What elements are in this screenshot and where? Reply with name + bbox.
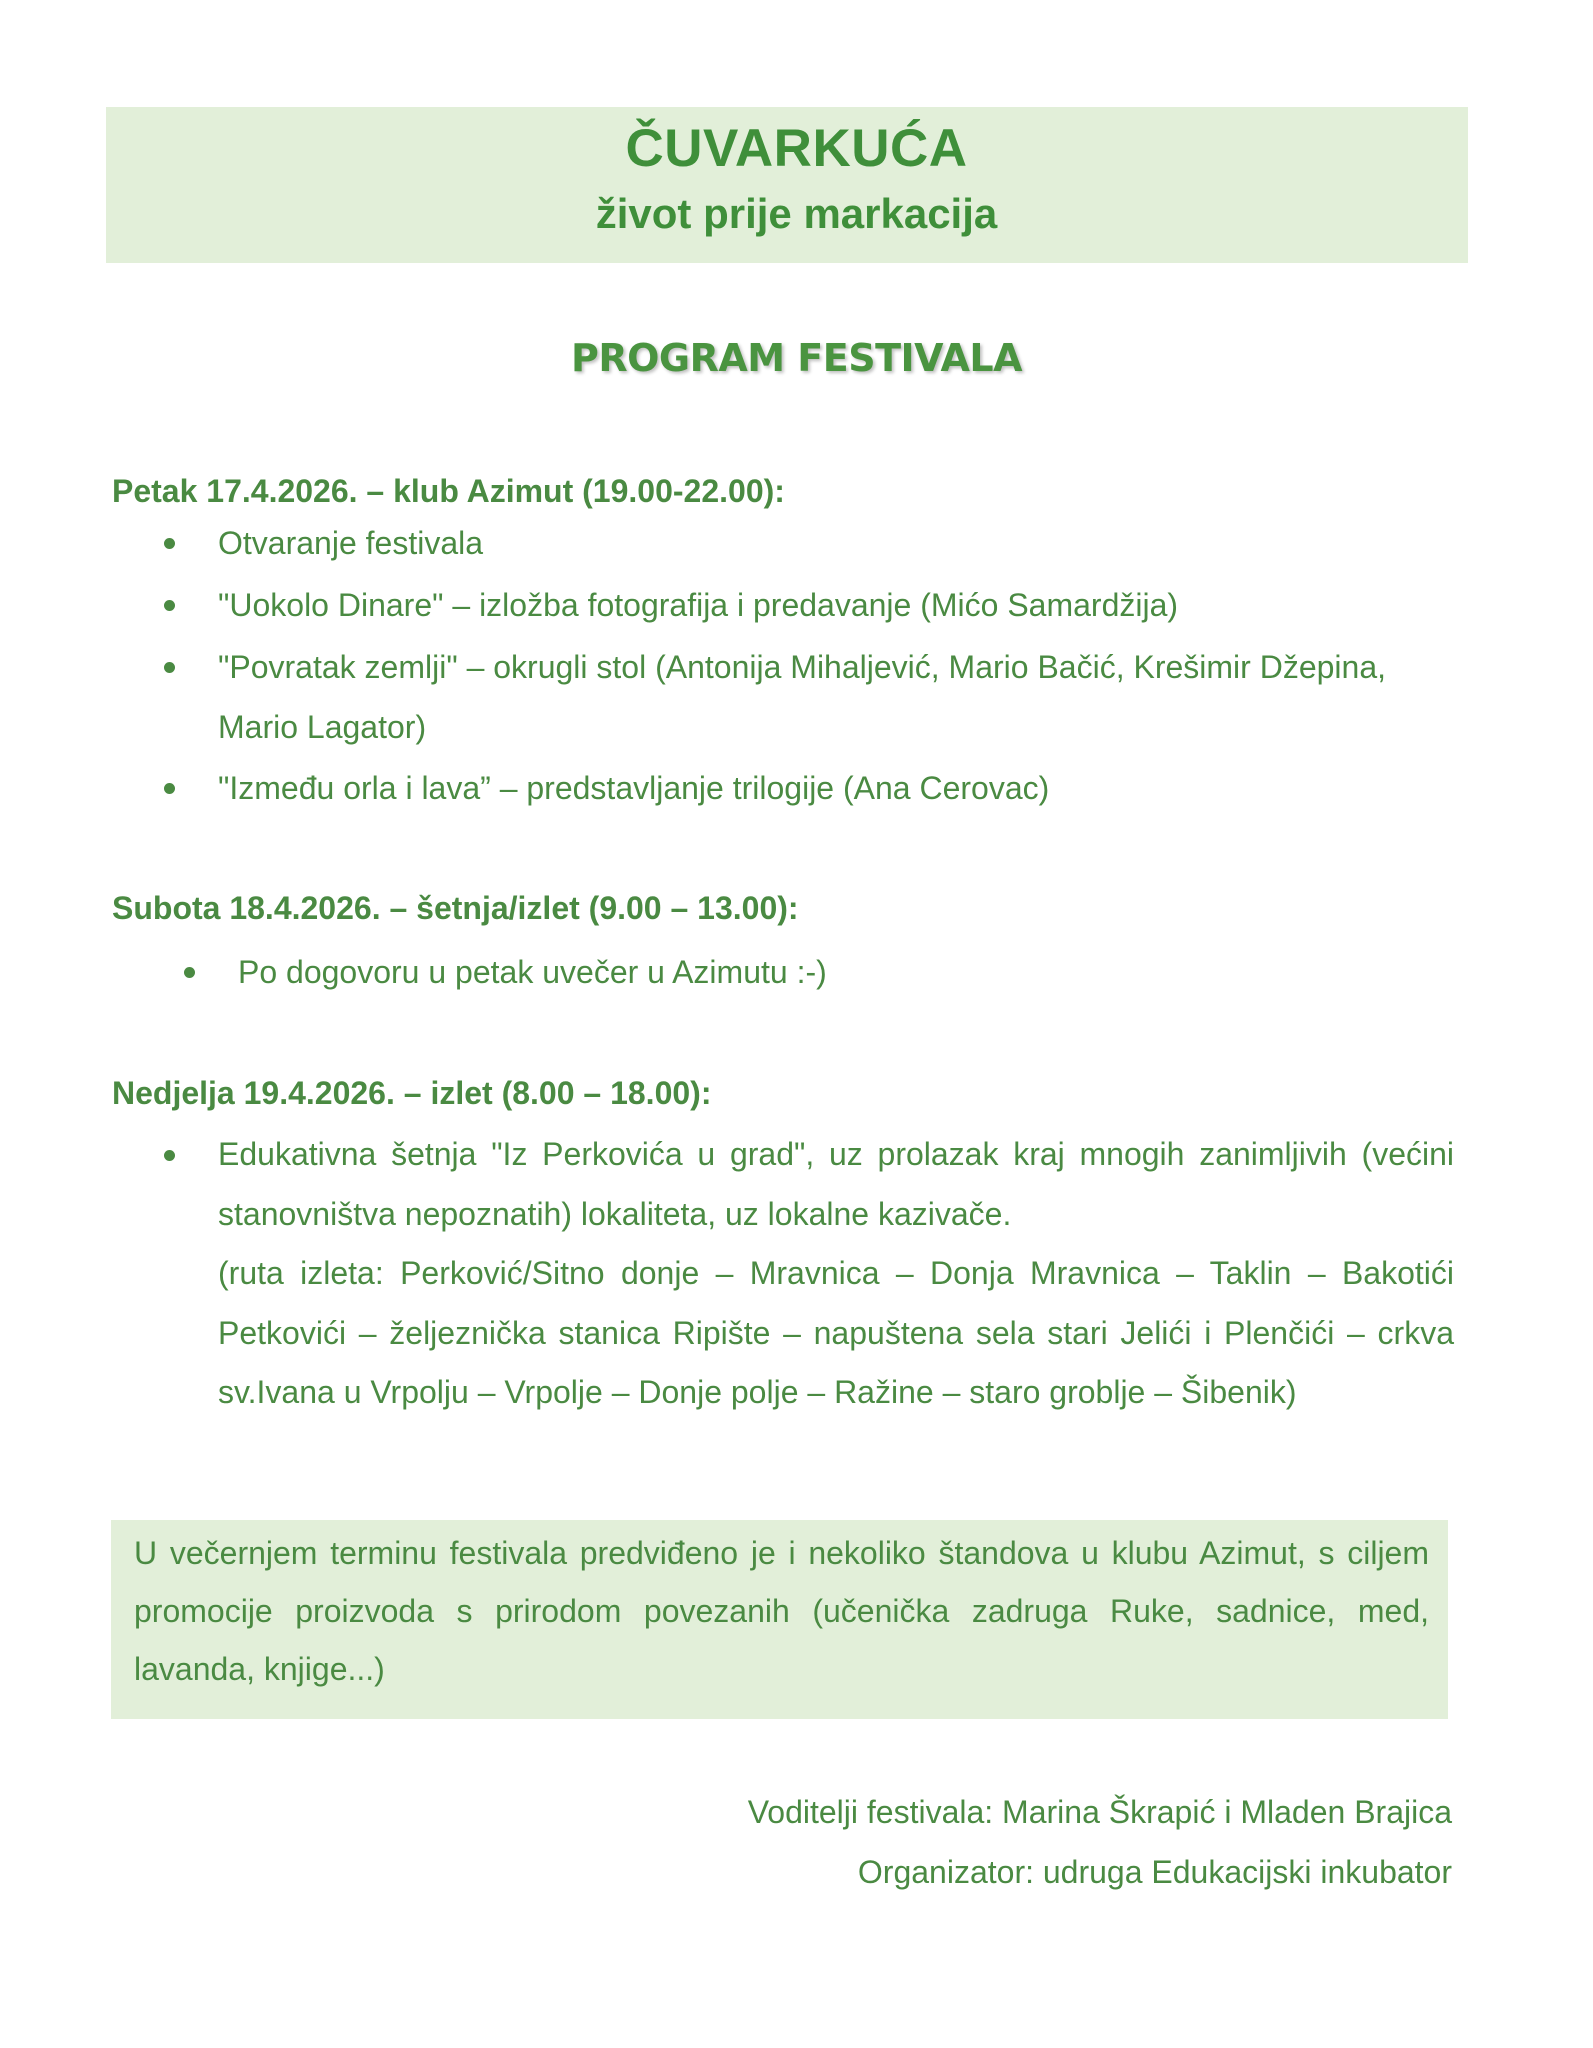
festival-organizer: Organizator: udruga Edukacijski inkubator	[857, 1854, 1452, 1890]
list-item	[164, 637, 1454, 757]
list-item-text: Edukativna šetnja "Iz Perkovića u grad", uz prolazak kraj mnogih zanimljivih (većini stanovništva nepoznatih) lokaliteta, uz lokalne kazivače.	[218, 1136, 1454, 1232]
day-heading-friday: Petak 17.4.2026. – klub Azimut (19.00-22.00):	[112, 473, 785, 509]
program-heading: PROGRAM FESTIVALA	[570, 336, 1023, 380]
list-item	[184, 942, 1454, 1002]
list-item	[164, 513, 1454, 573]
info-box	[111, 1520, 1448, 1719]
festival-subtitle: život prije markacija	[595, 190, 998, 237]
route-description: (ruta izleta: Perković/Sitno donje – Mravnica – Donja Mravnica – Taklin – Bakotići Petkovići – željeznička stanica Ripište – napuštena sela stari Jelići i Plenčići – crkva sv.Ivana u Vrpolju – Vrpolje – Donje polje – Ražine – staro groblje – Šibenik)	[218, 1255, 1454, 1410]
bullet-icon	[164, 600, 175, 611]
bullet-icon	[164, 783, 175, 794]
bullet-icon	[164, 538, 175, 549]
list-item	[164, 575, 1454, 635]
list-item-text: Otvaranje festivala	[218, 525, 484, 561]
list-item-text: "Između orla i lava” – predstavljanje trilogije (Ana Cerovac)	[218, 770, 1050, 806]
list-item	[164, 758, 1454, 818]
info-text: U večernjem terminu festivala predviđeno je i nekoliko štandova u klubu Azimut, s ciljem promocije proizvoda s prirodom povezanih (učenička zadruga Ruke, sadnice, med, lavanda, knjige...)	[134, 1535, 1429, 1687]
festival-title: ČUVARKUĆA	[625, 119, 968, 178]
festival-leaders: Voditelji festivala: Marina Škrapić i Mladen Brajica	[747, 1794, 1452, 1830]
list-item-text: Po dogovoru u petak uvečer u Azimutu :-)	[238, 954, 827, 990]
bullet-icon	[184, 967, 195, 978]
list-item-text: "Uokolo Dinare" – izložba fotografija i predavanje (Mićo Samardžija)	[218, 587, 1179, 623]
day-heading-saturday: Subota 18.4.2026. – šetnja/izlet (9.00 – 13.00):	[112, 890, 799, 926]
bullet-icon	[164, 1150, 175, 1161]
bullet-icon	[164, 662, 175, 673]
list-item	[164, 1125, 1454, 1245]
day-heading-sunday: Nedjelja 19.4.2026. – izlet (8.00 – 18.00):	[112, 1075, 712, 1111]
list-item-text: "Povratak zemlji" – okrugli stol (Antonija Mihaljević, Mario Bačić, Krešimir Džepina, Mario Lagator)	[218, 649, 1386, 745]
